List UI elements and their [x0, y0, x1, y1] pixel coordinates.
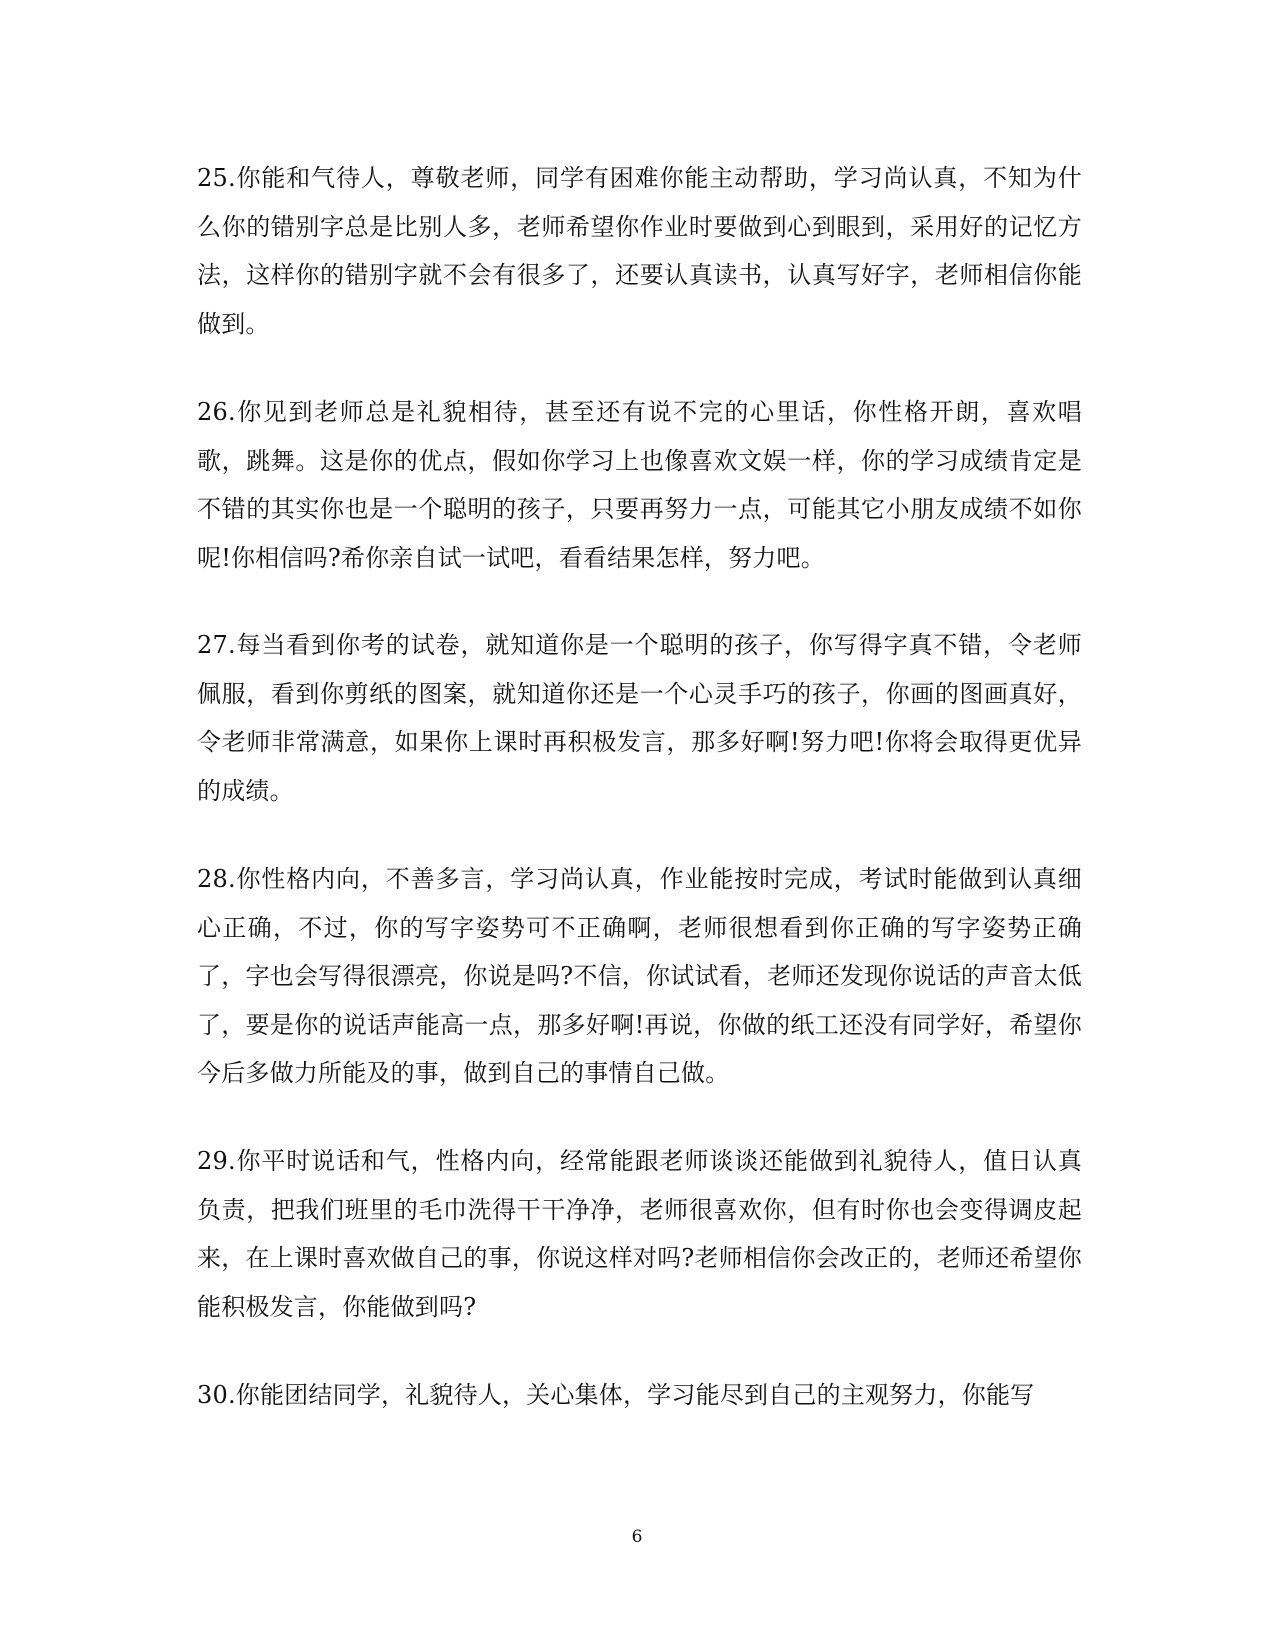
page-number: 6	[631, 1527, 643, 1547]
comment-paragraph-30: 30.你能团结同学，礼貌待人，关心集体，学习能尽到自己的主观努力，你能写	[197, 1381, 1035, 1409]
comment-paragraph-29: 29.你平时说话和气，性格内向，经常能跟老师谈谈还能做到礼貌待人，值日认真负责，把我们班里的毛巾洗得干干净净，老师很喜欢你，但有时你也会变得调皮起来，在上课时喜欢做自己的事，你说这样对吗?老师相信你会改正的，老师还希望你能积极发言，你能做到吗?	[197, 1147, 1082, 1321]
comment-paragraph-28: 28.你性格内向，不善多言，学习尚认真，作业能按时完成，考试时能做到认真细心正确，不过，你的写字姿势可不正确啊，老师很想看到你正确的写字姿势正确了，字也会写得很漂亮，你说是吗?不信，你试试看，老师还发现你说话的声音太低了，要是你的说话声能高一点，那多好啊!再说，你做的纸工还没有同学好，希望你今后多做力所能及的事，做到自己的事情自己做。	[197, 865, 1082, 1087]
comment-paragraph-26: 26.你见到老师总是礼貌相待，甚至还有说不完的心里话，你性格开朗，喜欢唱歌，跳舞。这是你的优点，假如你学习上也像喜欢文娱一样，你的学习成绩肯定是不错的其实你也是一个聪明的孩子，只要再努力一点，可能其它小朋友成绩不如你呢!你相信吗?希你亲自试一试吧，看看结果怎样，努力吧。	[197, 398, 1082, 572]
comment-paragraph-27: 27.每当看到你考的试卷，就知道你是一个聪明的孩子，你写得字真不错，令老师佩服，看到你剪纸的图案，就知道你还是一个心灵手巧的孩子，你画的图画真好，令老师非常满意，如果你上课时再积极发言，那多好啊!努力吧!你将会取得更优异的成绩。	[197, 631, 1082, 805]
comment-paragraph-25: 25.你能和气待人，尊敬老师，同学有困难你能主动帮助，学习尚认真，不知为什么你的错别字总是比别人多，老师希望你作业时要做到心到眼到，采用好的记忆方法，这样你的错别字就不会有很多了，还要认真读书，认真写好字，老师相信你能做到。	[197, 164, 1082, 338]
